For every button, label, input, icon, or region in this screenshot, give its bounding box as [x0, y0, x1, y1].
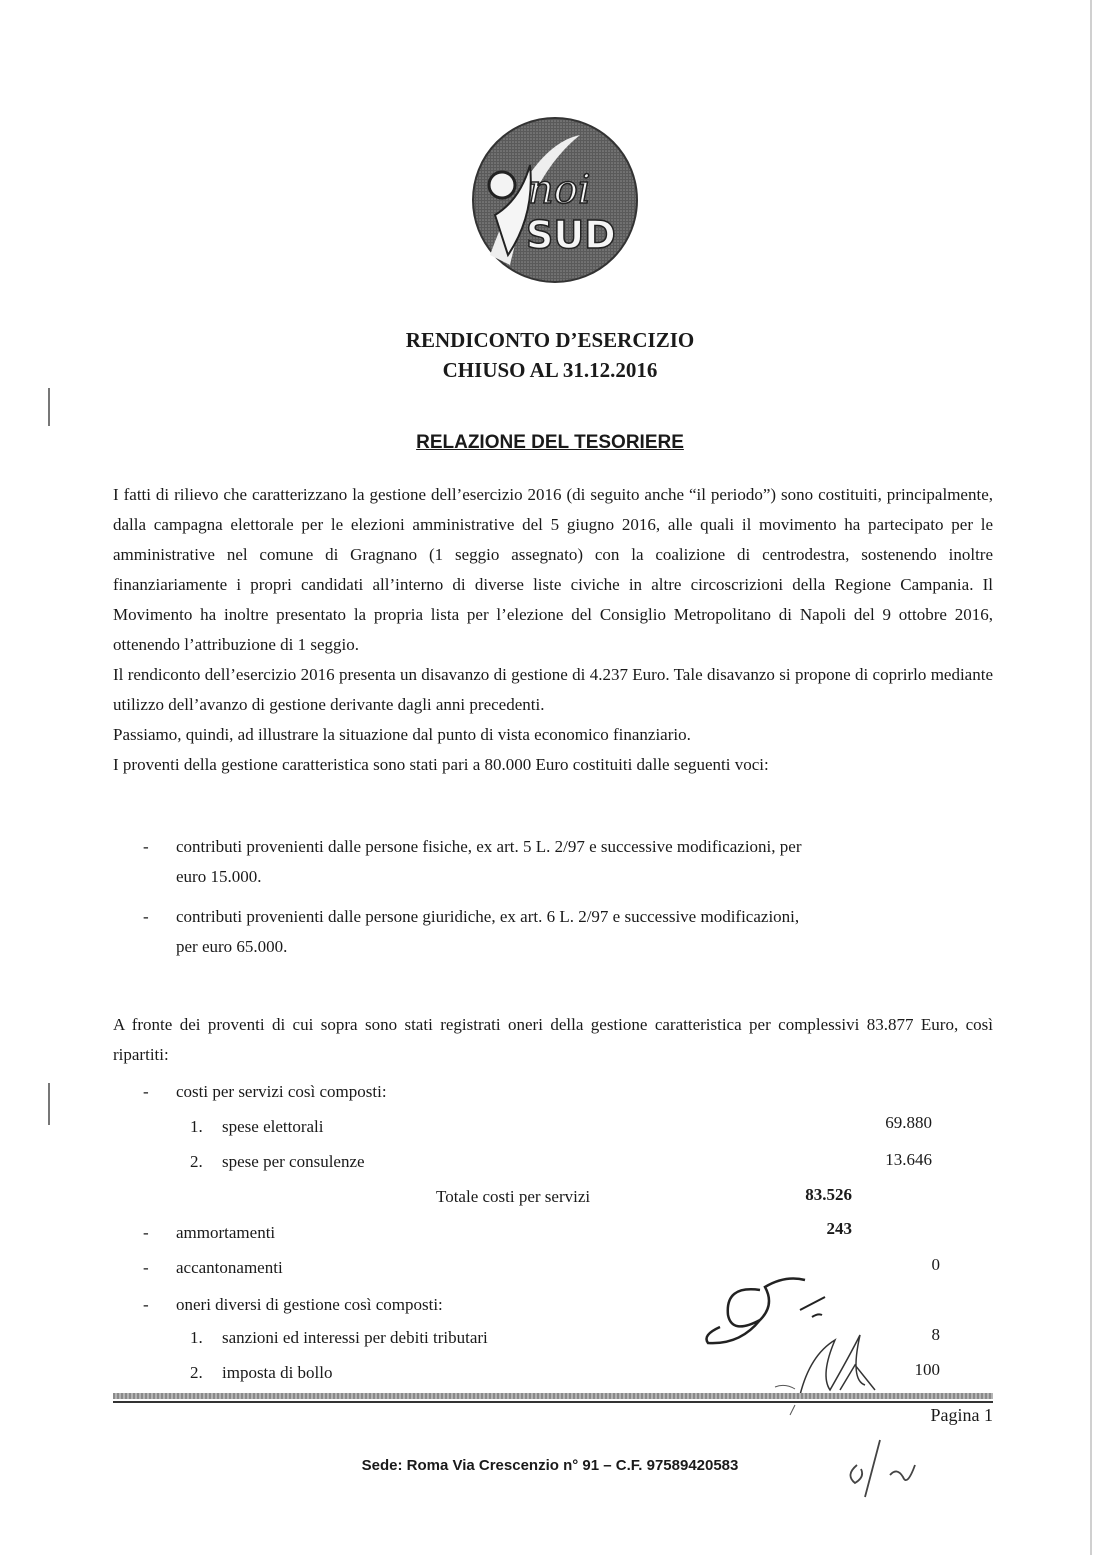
- accantonamenti-value: 0: [931, 1255, 940, 1274]
- page-number: Pagina 1: [930, 1405, 993, 1425]
- item-value: 8: [931, 1325, 940, 1344]
- totale-label: Totale costi per servizi: [436, 1187, 591, 1206]
- bullet-line: contributi provenienti dalle persone giuridiche, ex art. 6 L. 2/97 e successive modificazioni,: [176, 907, 800, 926]
- ammortamenti-label: ammortamenti: [176, 1223, 276, 1242]
- title-line-2: CHIUSO AL 31.12.2016: [442, 358, 658, 382]
- bullet-dash: -: [143, 837, 149, 856]
- bullet-line: euro 15.000.: [176, 867, 262, 886]
- totale-value: 83.526: [805, 1185, 852, 1204]
- item-label: imposta di bollo: [222, 1363, 333, 1382]
- noi-sud-logo: [470, 105, 640, 295]
- item-index: 1.: [190, 1328, 203, 1347]
- logo-word-noi: noi: [528, 167, 591, 213]
- item-index: 2.: [190, 1152, 203, 1171]
- accantonamenti-label: accantonamenti: [176, 1258, 283, 1277]
- item-value: 13.646: [885, 1150, 932, 1169]
- footer-rule: [113, 1393, 993, 1399]
- ammortamenti-value: 243: [826, 1219, 852, 1238]
- bullet-dash: -: [143, 1223, 149, 1242]
- item-label: spese elettorali: [222, 1117, 324, 1136]
- margin-mark: [48, 388, 50, 426]
- bullet-line: per euro 65.000.: [176, 937, 288, 956]
- footer-rule-line: [113, 1401, 993, 1403]
- margin-mark: [48, 1083, 50, 1125]
- bullet-dash: -: [143, 1295, 149, 1314]
- item-index: 1.: [190, 1117, 203, 1136]
- logo-word-sud: SUD: [526, 213, 616, 257]
- list-item: [143, 902, 993, 962]
- document-title: [0, 325, 1100, 385]
- costi-servizi-label: costi per servizi così composti:: [176, 1082, 387, 1101]
- item-label: sanzioni ed interessi per debiti tributari: [222, 1328, 488, 1347]
- paragraph: I proventi della gestione caratteristica sono stati pari a 80.000 Euro costituiti dalle seguenti voci:: [113, 755, 769, 774]
- item-label: spese per consulenze: [222, 1152, 365, 1171]
- item-value: 69.880: [885, 1113, 932, 1132]
- title-line-1: RENDICONTO D’ESERCIZIO: [405, 328, 695, 352]
- bullet-line: contributi provenienti dalle persone fisiche, ex art. 5 L. 2/97 e successive modificazioni, per: [176, 837, 802, 856]
- footer-address: Sede: Roma Via Crescenzio n° 91 – C.F. 97589420583: [361, 1457, 739, 1474]
- bullet-dash: -: [143, 1258, 149, 1277]
- item-index: 2.: [190, 1363, 203, 1382]
- section-title: RELAZIONE DEL TESORIERE: [416, 432, 684, 453]
- paragraph: I fatti di rilievo che caratterizzano la gestione dell’esercizio 2016 (di seguito anche “il periodo”) sono costituiti, principalmente, dalla campagna elettorale per le elezioni amministrative del 5 giugno 2016, alle quali il movimento ha partecipato per le amministrative nel comune di Gragnano (1 seggio assegnato) con la coalizione di centrodestra, sostenendo inoltre finanziariamente i propri candidati all’interno di diverse liste civiche in altre circoscrizioni della Regione Campania. Il Movimento ha inoltre presentato la propria lista per l’elezione del Consiglio Metropolitano di Napoli del 9 ottobre 2016, ottenendo l’attribuzione di 1 seggio.: [113, 485, 993, 654]
- bullet-dash: -: [143, 907, 149, 926]
- handwritten-page-mark: [835, 1435, 925, 1505]
- oneri-label: oneri diversi di gestione così composti:: [176, 1295, 443, 1314]
- item-value: 100: [914, 1360, 940, 1379]
- oneri-intro: A fronte dei proventi di cui sopra sono stati registrati oneri della gestione caratteristica per complessivi 83.877 Euro, così ripartiti:: [113, 1015, 993, 1064]
- paragraph: Passiamo, quindi, ad illustrare la situazione dal punto di vista economico finanziario.: [113, 725, 691, 744]
- page-edge-shadow: [1090, 0, 1092, 1555]
- paragraph: Il rendiconto dell’esercizio 2016 presenta un disavanzo di gestione di 4.237 Euro. Tale disavanzo si propone di coprirlo mediante utilizzo dell’avanzo di gestione derivante dagli anni precedenti.: [113, 665, 993, 714]
- bullet-dash: -: [143, 1082, 149, 1101]
- list-item: [143, 832, 993, 892]
- report-body: [113, 480, 993, 780]
